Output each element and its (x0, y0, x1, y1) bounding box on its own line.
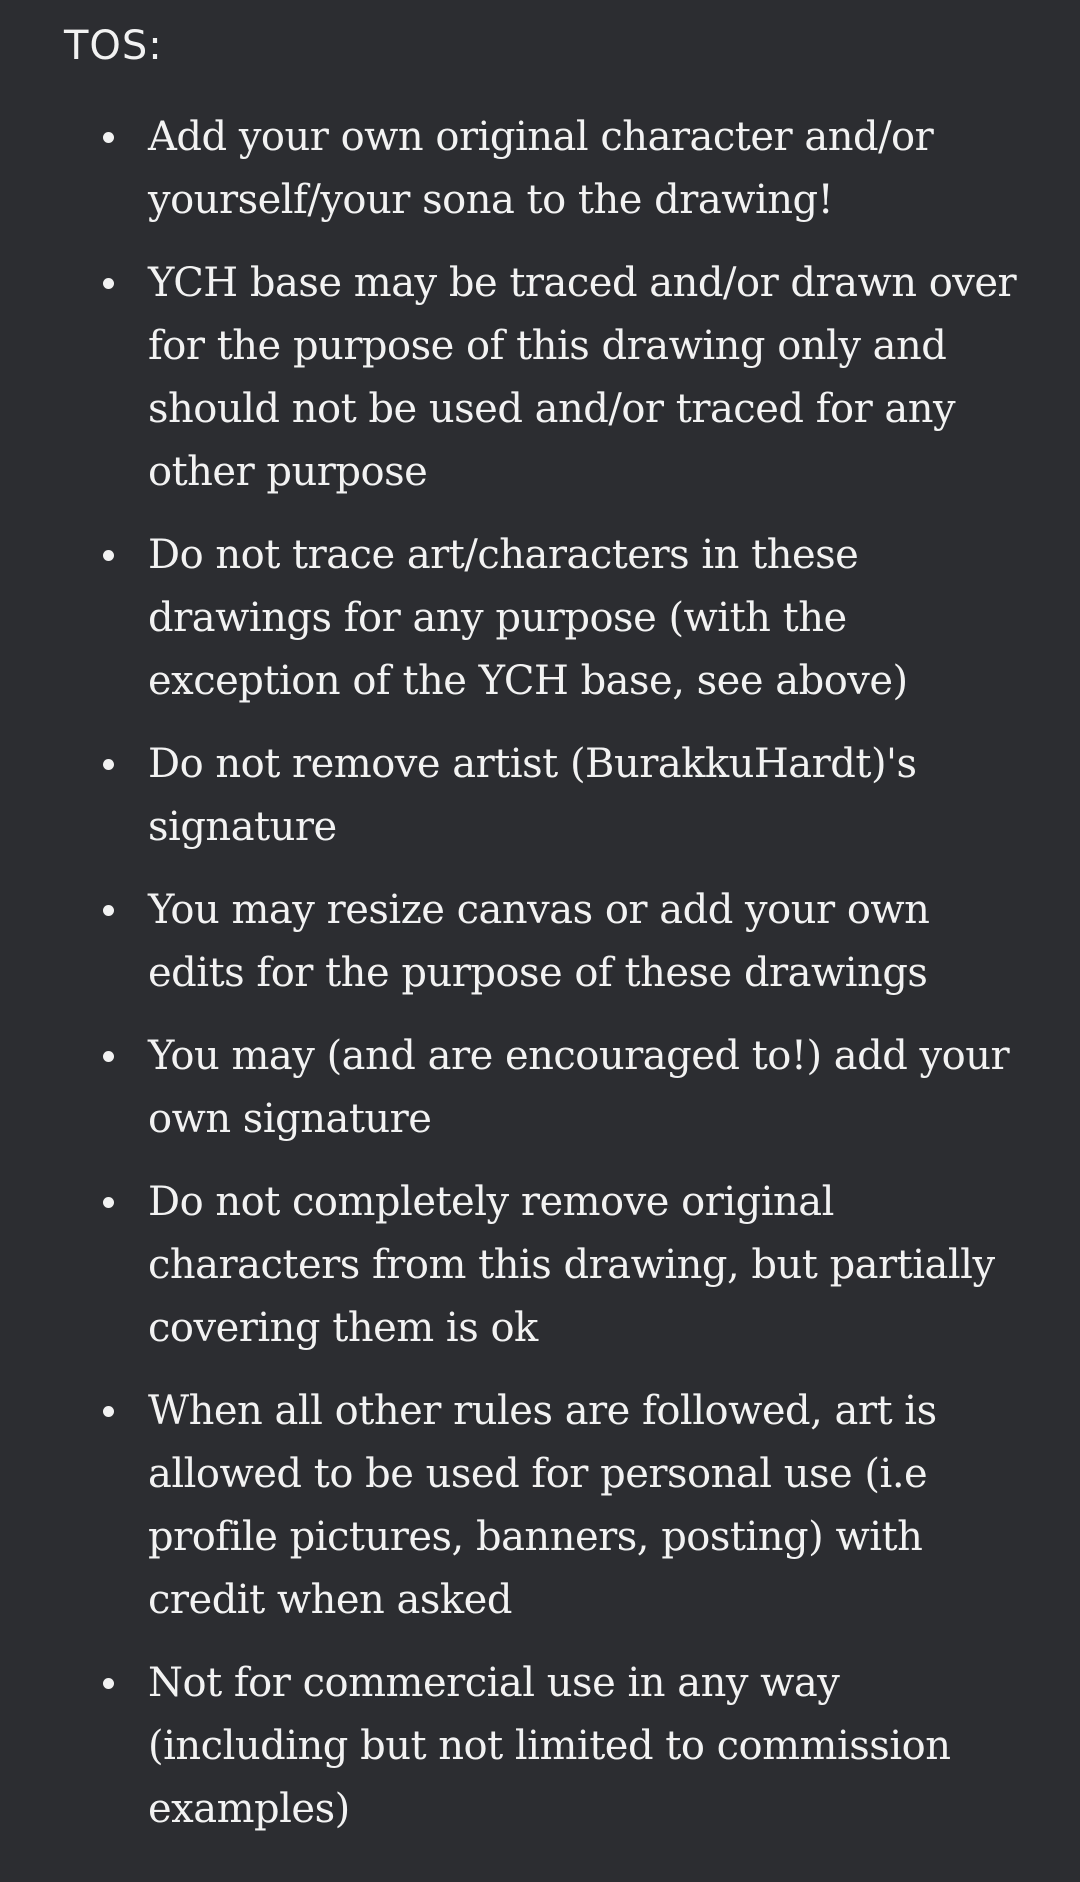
rule-item (64, 1171, 1020, 1360)
rule-item (64, 1380, 1020, 1632)
bullet-icon (103, 550, 114, 561)
bullet-icon (103, 1197, 114, 1208)
bullet-icon (103, 1051, 114, 1062)
rule-text: Do not trace art/characters in these drawings for any purpose (with the exception of the YCH base, see above) (148, 532, 908, 704)
rule-text: You may (and are encouraged to!) add your own signature (148, 1033, 1010, 1142)
rule-text: Do not remove artist (BurakkuHardt)'s signature (148, 741, 917, 850)
rule-item (64, 879, 1020, 1005)
bullet-icon (103, 278, 114, 289)
rule-item (64, 733, 1020, 859)
tos-heading: TOS: (64, 23, 163, 69)
rule-item (64, 1652, 1020, 1841)
rule-text: YCH base may be traced and/or drawn over for the purpose of this drawing only and should not be used and/or traced for any other purpose (148, 260, 1017, 495)
rule-item (64, 252, 1020, 504)
rule-text: Do not completely remove original characters from this drawing, but partially covering them is ok (148, 1179, 995, 1351)
rule-item (64, 106, 1020, 232)
rule-text: You may resize canvas or add your own edits for the purpose of these drawings (148, 887, 930, 996)
rule-item (64, 524, 1020, 713)
bullet-icon (103, 905, 114, 916)
rule-text: When all other rules are followed, art is allowed to be used for personal use (i.e profile pictures, banners, posting) with credit when asked (148, 1388, 937, 1623)
bullet-icon (103, 1678, 114, 1689)
rule-text: Not for commercial use in any way (including but not limited to commission examples) (148, 1660, 951, 1832)
bullet-icon (103, 1406, 114, 1417)
rules-list (64, 106, 1020, 1841)
bullet-icon (103, 132, 114, 143)
rule-item (64, 1025, 1020, 1151)
bullet-icon (103, 759, 114, 770)
rule-text: Add your own original character and/or yourself/your sona to the drawing! (148, 114, 934, 223)
